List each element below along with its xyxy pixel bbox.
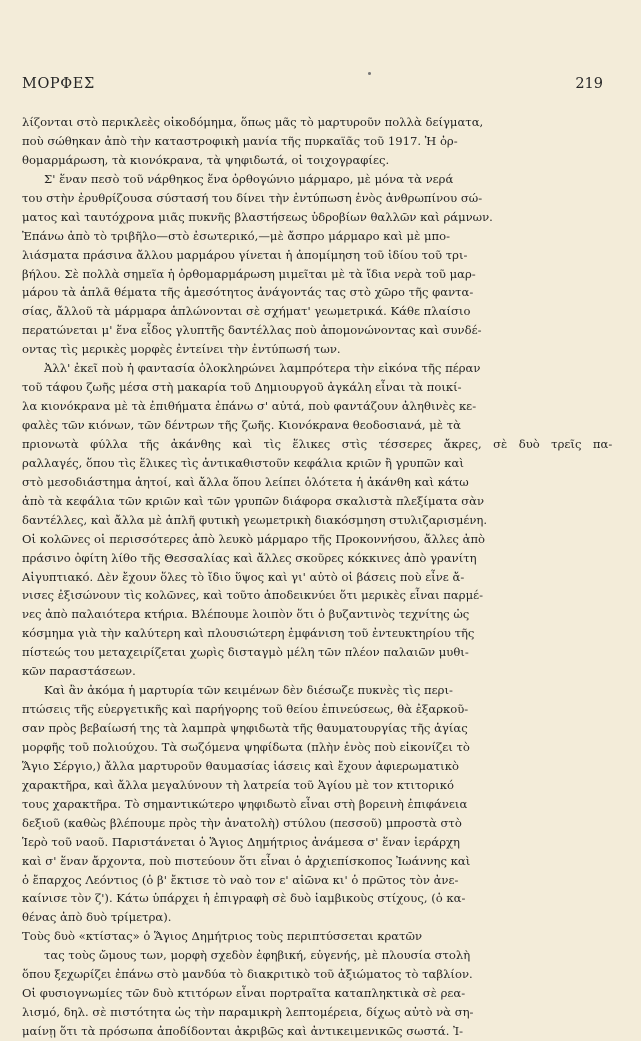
- text-line: ματος καὶ ταυτόχρονα μιᾶς πυκνῆς βλαστήσεως ὑδροβίων θαλλῶν καὶ ράμνων.: [22, 209, 493, 224]
- text-line: Οἱ φυσιογνωμίες τῶν δυὸ κτιτόρων εἶναι πορτραῖτα καταπληκτικὰ σὲ ρεα-: [22, 986, 466, 1001]
- text-line: στὸ μεσοδιάστημα ἀητοί, καὶ ἄλλα ὅπου λείπει ὁλότετα ἡ ἀκάνθη καὶ κάτω: [22, 474, 469, 489]
- text-line: νες ἀπὸ παλαιότερα κτήρια. Βλέπουμε λοιπὸν ὅτι ὁ βυζαντινὸς τεχνίτης ὡς: [22, 607, 470, 622]
- text-line: θένας ἀπὸ δυὸ τρίμετρα).: [22, 910, 172, 925]
- text-line: κόσμημα γιὰ τὴν καλύτερη καὶ πλουσιώτερη ἐμφάνιση τοῦ ἐντευκτηρίου τῆς: [22, 626, 475, 641]
- text-line: πίστεώς του μεταχειρίζεται χωρὶς δισταγμὸ μέλη τῶν πλέον παλαιῶν μυθι-: [22, 645, 469, 660]
- text-line: Ἅγιο Σέργιο,) ἄλλα μαρτυροῦν θαυμασίας ἰάσεις καὶ ἔχουν ἀφιερωματικὸ: [22, 758, 459, 773]
- text-line: ἀπὸ τὰ κεφάλια τῶν κριῶν καὶ τῶν γρυπῶν διάφορα σκαλιστὰ πλεξίματα σὰν: [22, 493, 485, 508]
- running-head: ΜΟΡΦΕΣ: [22, 76, 95, 92]
- text-line: βήλου. Σὲ πολλὰ σημεῖα ἡ ὀρθομαρμάρωση μιμεῖται μὲ τὰ ἴδια νερὰ τοῦ μαρ-: [22, 266, 476, 281]
- text-line: πτώσεις τῆς εὐεργετικῆς καὶ παρήγορης τοῦ θείου ἐπινεύσεως, θὰ ἐξαρκοῦ-: [22, 702, 469, 717]
- text-line: νισες ἐξισώνουν τὶς κολῶνες, καὶ τοῦτο ἀποδεικνύει ὅτι μερικὲς εἶναι παρμέ-: [22, 588, 484, 603]
- text-line: σαν πρὸς βεβαίωσή της τὰ λαμπρὰ ψηφιδωτὰ τῆς θαυματουργίας τῆς ἁγίας: [22, 721, 468, 735]
- text-line: του στὴν ἐρυθρίζουσα σύστασή του δίνει τὴν ἐντύπωση ἑνὸς ἀνθρωπίνου σώ-: [22, 190, 483, 205]
- text-line: Τοὺς δυὸ «κτίστας» ὁ Ἅγιος Δημήτριος τοὺς περιπτύσσεται κρατῶν: [22, 929, 423, 944]
- text-line: ποὺ σώθηκαν ἀπὸ τὴν καταστροφικὴ μανία τῆς πυρκαϊᾶς τοῦ 1917. Ἡ ὀρ-: [22, 133, 458, 148]
- text-line: θομαρμάρωση, τὰ κιονόκρανα, τὰ ψηφιδωτά, οἱ τοιχογραφίες.: [22, 152, 390, 167]
- text-line: σίας, ἄλλοῦ τὰ μάρμαρα ἁπλώνονται σὲ σχήματ' γεωμετρικά. Κάθε πλαίσιο: [22, 304, 471, 319]
- page-header: [22, 76, 603, 98]
- text-line: ὁ ἔπαρχος Λεόντιος (ὁ β' ἔκτισε τὸ ναὸ τον ε' αἰῶνα κι' ὁ πρῶτος τὸν ἀνε-: [22, 872, 459, 887]
- text-line: Αἰγυπτιακό. Δὲν ἔχουν ὅλες τὸ ἴδιο ὕψος καὶ γι' αὐτὸ οἱ βάσεις ποὺ εἶνε ἄ-: [22, 569, 465, 584]
- text-line: πριονωτὰ φύλλα τῆς ἀκάνθης καὶ τὶς ἕλικες στὶς τέσσερες ἄκρες, σὲ δυὸ τρεῖς πα-: [22, 436, 613, 451]
- page-number: 219: [575, 76, 603, 92]
- body-text: [22, 113, 612, 1041]
- text-line: Ἱερὸ τοῦ ναοῦ. Παριστάνεται ὁ Ἅγιος Δημήτριος ἀνάμεσα σ' ἕναν ἱεράρχη: [22, 834, 460, 849]
- text-line: χαρακτῆρα, καὶ ἄλλα μεγαλύνουν τὴ λατρεία τοῦ Ἁγίου μὲ τον κτιτορικό: [22, 777, 454, 792]
- text-line: ὅπου ξεχωρίζει ἐπάνω στὸ μανδύα τὸ διακριτικὸ τοῦ ἀξιώματος τὸ ταβλίον.: [22, 967, 473, 982]
- text-line: ραλλαγές, ὅπου τὶς ἕλικες τὶς ἀντικαθιστοῦν κεφάλια κριῶν ἢ γρυπῶν καὶ: [22, 455, 464, 470]
- text-line: λιάσματα πράσινα ἄλλου μαρμάρου γίνεται ἡ ἀπομίμηση τοῦ ἰδίου τοῦ τρι-: [22, 247, 468, 262]
- text-line: τους χαρακτῆρα. Τὸ σημαντικώτερο ψηφιδωτὸ εἶναι στὴ βορεινὴ ἐπιφάνεια: [22, 796, 468, 811]
- text-line: λίζονται στὸ περικλεὲς οἰκοδόμημα, ὅπως μᾶς τὸ μαρτυροῦν πολλὰ δείγματα,: [22, 115, 484, 129]
- text-line: Ἐπάνω ἀπὸ τὸ τριβῆλο—στὸ ἐσωτερικό,—μὲ ἄσπρο μάρμαρο καὶ μὲ μπο-: [22, 228, 451, 243]
- text-line: μορφῆς τοῦ πολιούχου. Τὰ σωζόμενα ψηφίδωτα (πλὴν ἑνὸς ποὺ εἰκονίζει τὸ: [22, 739, 470, 754]
- text-line: Σ' ἕναν πεσὸ τοῦ νάρθηκος ἕνα ὀρθογώνιο μάρμαρο, μὲ μόνα τὰ νερά: [44, 171, 454, 186]
- print-speck: [368, 72, 371, 75]
- text-line: μαίνῃ ὅτι τὰ πρόσωπα ἀποδίδονται ἀκριβῶς καὶ ἀντικειμενικῶς σωστά. Ἰ-: [22, 1024, 464, 1038]
- text-line: λισμό, δηλ. σὲ πιστότητα ὡς τὴν παραμικρὴ λεπτομέρεια, δίχως αὐτὸ νὰ ση-: [22, 1005, 474, 1020]
- text-line: κῶν παραστάσεων.: [22, 664, 136, 679]
- text-line: πράσινο ὀφίτη λίθο τῆς Θεσσαλίας καὶ ἄλλες σκοῦρες κόκκινες ἀπὸ γρανίτη: [22, 550, 477, 565]
- text-line: οντας τὶς μερικὲς μορφὲς ἐντείνει τὴν ἐντύπωσή των.: [22, 342, 341, 357]
- text-line: καίνισε τὸν ζ'). Κάτω ὑπάρχει ἡ ἐπιγραφὴ σὲ δυὸ ἰαμβικοὺς στίχους, (ὁ κα-: [22, 891, 466, 906]
- text-line: τοῦ τάφου ζωῆς μέσα στὴ μακαρία τοῦ Δημιουργοῦ ἀγκάλη εἶναι τὰ ποικί-: [22, 380, 462, 395]
- text-line: μάρου τὰ ἁπλᾶ θέματα τῆς ἀμεσότητος ἀνάγοντάς τας στὸ χῶρο τῆς φαντα-: [22, 285, 474, 300]
- text-line: τας τοὺς ὤμους των, μορφὴ σχεδὸν ἐφηβική, εὐγενής, μὲ πλουσία στολὴ: [44, 948, 471, 963]
- text-line: λα κιονόκρανα μὲ τὰ ἐπιθήματα ἐπάνω σ' αὐτά, ποὺ φαντάζουν ἀληθινὲς κε-: [22, 399, 477, 414]
- text-line: φαλὲς τῶν κιόνων, τῶν δέντρων τῆς ζωῆς. Κιονόκρανα θεοδοσιανά, μὲ τὰ: [22, 418, 461, 432]
- text-line: Οἱ κολῶνες οἱ περισσότερες ἀπὸ λευκὸ μάρμαρο τῆς Προκοννήσου, ἄλλες ἀπὸ: [22, 531, 486, 546]
- text-line: καὶ σ' ἕναν ἄρχοντα, ποὺ πιστεύουν ὅτι εἶναι ὁ ἀρχιεπίσκοπος Ἰωάννης καὶ: [22, 853, 471, 868]
- text-line: Ἀλλ' ἐκεῖ ποὺ ἡ φαντασία ὁλοκληρώνει λαμπρότερα τὴν εἰκόνα τῆς πέραν: [44, 361, 481, 376]
- text-line: δαντέλλες, καὶ ἄλλα μὲ ἁπλῆ φυτικὴ γεωμετρικὴ διακόσμηση στυλιζαρισμένη.: [22, 512, 488, 527]
- text-line: Καὶ ἂν ἀκόμα ἡ μαρτυρία τῶν κειμένων δὲν διέσωζε πυκνὲς τὶς περι-: [44, 683, 453, 698]
- text-line: δεξιοῦ (καθὼς βλέπουμε πρὸς τὴν ἀνατολὴ) στύλου (πεσσοῦ) μπροστὰ στὸ: [22, 815, 462, 830]
- text-line: περατώνεται μ' ἕνα εἶδος γλυπτῆς δαντέλλας ποὺ ἀπομονώνοντας καὶ συνδέ-: [22, 323, 482, 338]
